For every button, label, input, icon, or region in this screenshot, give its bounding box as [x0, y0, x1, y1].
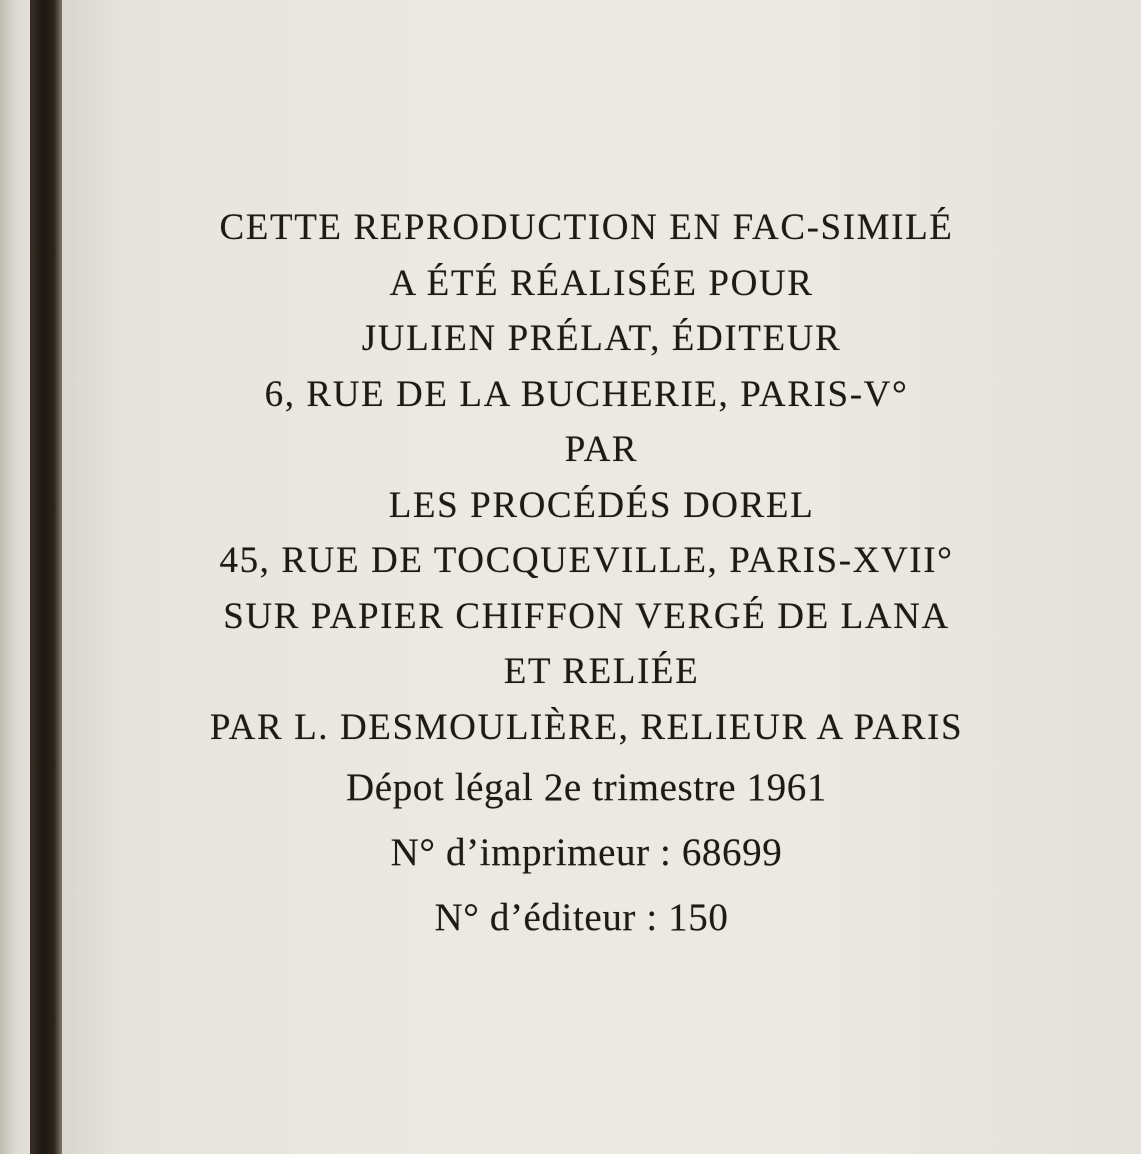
colophon-page [62, 0, 1141, 1154]
colophon-line: SUR PAPIER CHIFFON VERGÉ DE LANA [223, 595, 950, 637]
colophon-line: PAR [564, 429, 639, 470]
colophon-text [62, 200, 1141, 950]
colophon-line: LES PROCÉDÉS DOREL [388, 484, 815, 526]
colophon-line: PAR L. DESMOULIÈRE, RELIEUR A PARIS [209, 706, 964, 748]
colophon-line: ET RELIÉE [503, 651, 700, 692]
publisher-number: N° d’éditeur : 150 [434, 896, 729, 939]
adjacent-page [0, 0, 30, 1154]
depot-legal: Dépot légal 2e trimestre 1961 [346, 766, 827, 809]
printer-number: N° d’imprimeur : 68699 [390, 831, 783, 874]
colophon-line: CETTE REPRODUCTION EN FAC-SIMILÉ [219, 207, 954, 248]
colophon-line: JULIEN PRÉLAT, ÉDITEUR [361, 318, 842, 359]
colophon-line: 6, RUE DE LA BUCHERIE, PARIS-V° [264, 373, 909, 415]
colophon-line: A ÉTÉ RÉALISÉE POUR [389, 262, 814, 304]
colophon-line: 45, RUE DE TOCQUEVILLE, PARIS-XVII° [219, 540, 954, 581]
